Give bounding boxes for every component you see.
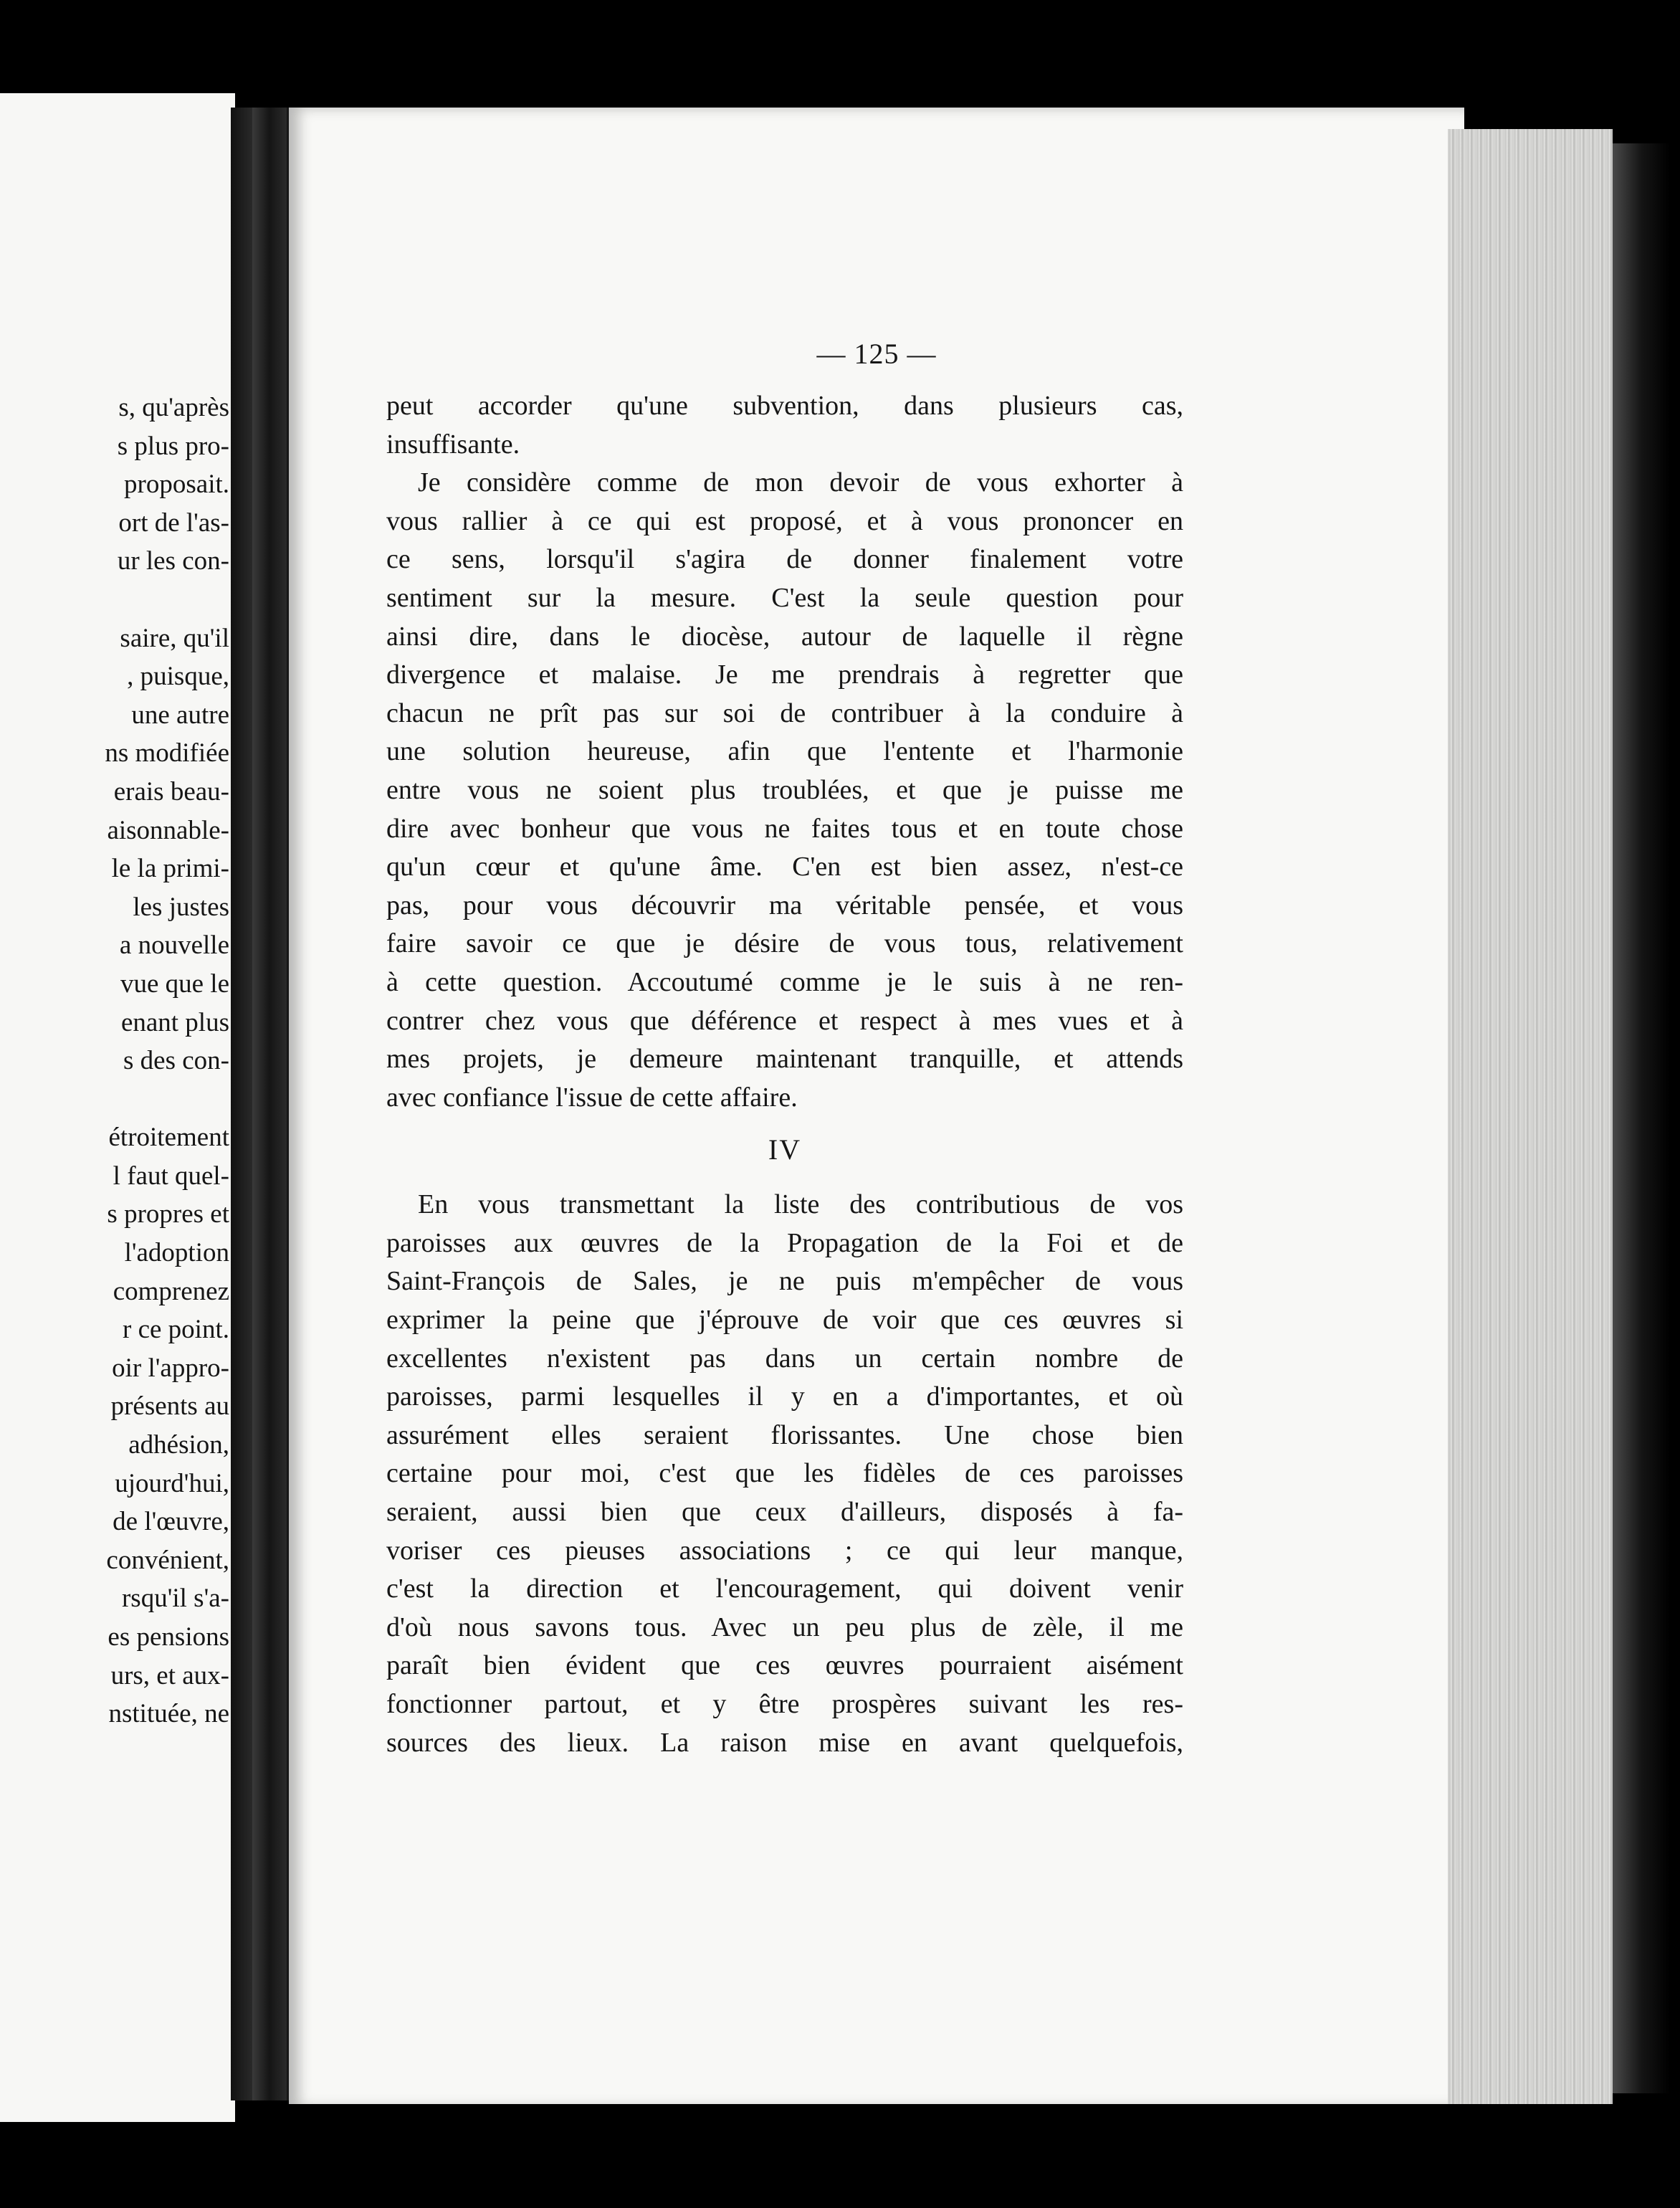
text-line: qu'un cœur et qu'une âme. C'en est bien assez, n'est-ce (386, 852, 1183, 882)
scanned-page (289, 108, 1464, 2108)
text-line: Saint-François de Sales, je ne puis m'empêcher de vous (386, 1266, 1183, 1297)
page-stack-edges (1448, 129, 1613, 2108)
text-line: à cette question. Accoutumé comme je le suis à ne ren- (386, 966, 1183, 997)
paragraph-1 (386, 387, 1183, 464)
facing-page-line: es pensions (108, 1622, 229, 1652)
facing-page-line: étroitement (108, 1123, 229, 1153)
bottom-shadow (289, 2104, 1651, 2208)
facing-page-line: ort de l'as- (118, 508, 229, 538)
text-line: certaine pour moi, c'est que les fidèles de ces paroisses (386, 1458, 1183, 1489)
text-line: pas, pour vous découvrir ma véritable pensée, et vous (386, 890, 1183, 920)
facing-page-line: s, qu'après (118, 393, 229, 422)
facing-page-line: ujourd'hui, (115, 1468, 229, 1498)
facing-page-line: proposait. (124, 470, 229, 500)
text-line: paroisses, parmi lesquelles il y en a d'importantes, et où (386, 1381, 1183, 1412)
text-line: ce sens, lorsqu'il s'agira de donner finalement votre (386, 544, 1183, 575)
text-line: paroisses aux œuvres de la Propagation de la Foi et de (386, 1227, 1183, 1258)
text-line: chacun ne prît pas sur soi de contribuer à la conduire à (386, 698, 1183, 728)
facing-page-line: ns modifiée (105, 738, 229, 768)
page-number: — 125 — (816, 338, 937, 370)
text-line: sentiment sur la mesure. C'est la seule question pour (386, 582, 1183, 613)
text-line: assurément elles seraient florissantes. Une chose bien (386, 1419, 1183, 1450)
text-line: faire savoir ce que je désire de vous tous, relativement (386, 928, 1183, 959)
text-line: paraît bien évident que ces œuvres pourraient aisément (386, 1650, 1183, 1681)
gutter-edge (252, 108, 287, 2100)
facing-page-line: s plus pro- (117, 431, 229, 461)
facing-page-line: vue que le (120, 969, 229, 999)
text-line: fonctionner partout, et y être prospères suivant les res- (386, 1689, 1183, 1719)
text-line: peut accorder qu'une subvention, dans plusieurs cas, (386, 391, 1183, 421)
facing-page-line: urs, et aux- (110, 1660, 229, 1690)
text-line: voriser ces pieuses associations ; ce qui leur manque, (386, 1535, 1183, 1566)
facing-page-line: convénient, (106, 1545, 229, 1575)
facing-page-line: une autre (131, 700, 229, 730)
text-line: d'où nous savons tous. Avec un peu plus de zèle, il me (386, 1612, 1183, 1642)
text-line: vous rallier à ce qui est proposé, et à vous prononcer en (386, 505, 1183, 536)
text-line: mes projets, je demeure maintenant tranquille, et attends (386, 1044, 1183, 1075)
text-line: sources des lieux. La raison mise en avant quelquefois, (386, 1727, 1183, 1758)
facing-page-line: s des con- (123, 1046, 229, 1076)
text-line: divergence et malaise. Je me prendrais à regretter que (386, 660, 1183, 690)
text-line: dire avec bonheur que vous ne faites tous et en toute chose (386, 813, 1183, 844)
text-line: contrer chez vous que déférence et respect à mes vues et à (386, 1005, 1183, 1036)
facing-page-line: erais beau- (113, 776, 229, 806)
facing-page-line (0, 1080, 229, 1119)
facing-page-line: de l'œuvre, (113, 1507, 229, 1537)
section-heading: IV (768, 1133, 802, 1166)
facing-page-line: enant plus (120, 1007, 229, 1037)
facing-page-line: adhésion, (128, 1430, 229, 1460)
facing-page-line: rsqu'il s'a- (121, 1584, 229, 1614)
text-line: excellentes n'existent pas dans un certain nombre de (386, 1343, 1183, 1374)
facing-page-line: les justes (133, 892, 229, 922)
facing-page-line: comprenez (113, 1276, 229, 1306)
paragraph-2 (386, 464, 1183, 1117)
facing-page-text (0, 389, 229, 1733)
facing-page (0, 93, 235, 2122)
text-line: avec confiance l'issue de cette affaire. (386, 1082, 798, 1113)
facing-page-line (0, 581, 229, 619)
facing-page-line: nstituée, ne (108, 1699, 229, 1729)
facing-page-line: présents au (110, 1391, 229, 1422)
facing-page-line: r ce point. (123, 1315, 229, 1345)
text-line: En vous transmettant la liste des contributious de vos (418, 1189, 1183, 1220)
facing-page-line: saire, qu'il (120, 623, 229, 653)
text-line: exprimer la peine que j'éprouve de voir que ces œuvres si (386, 1305, 1183, 1336)
facing-page-line: ur les con- (117, 546, 229, 576)
text-line: c'est la direction et l'encouragement, qui doivent venir (386, 1574, 1183, 1604)
text-line: seraient, aussi bien que ceux d'ailleurs, disposés à fa- (386, 1497, 1183, 1528)
facing-page-line: l faut quel- (113, 1161, 229, 1191)
text-line: Je considère comme de mon devoir de vous exhorter à (418, 467, 1183, 498)
facing-page-line: aisonnable- (107, 815, 229, 845)
text-line: ainsi dire, dans le diocèse, autour de laquelle il règne (386, 621, 1183, 652)
facing-page-line: , puisque, (127, 662, 229, 692)
page-stack-shadow (1613, 143, 1670, 2093)
facing-page-line: l'adoption (124, 1238, 229, 1268)
facing-page-line: le la primi- (111, 854, 229, 884)
text-line: entre vous ne soient plus troublées, et que je puisse me (386, 774, 1183, 805)
facing-page-line: a nouvelle (119, 931, 229, 961)
text-line: insuffisante. (386, 429, 520, 460)
paragraph-3 (386, 1186, 1183, 1762)
facing-page-line: s propres et (107, 1199, 229, 1229)
page-body (386, 387, 1183, 1762)
facing-page-line: oir l'appro- (112, 1353, 229, 1383)
text-line: une solution heureuse, afin que l'entente et l'harmonie (386, 736, 1183, 767)
